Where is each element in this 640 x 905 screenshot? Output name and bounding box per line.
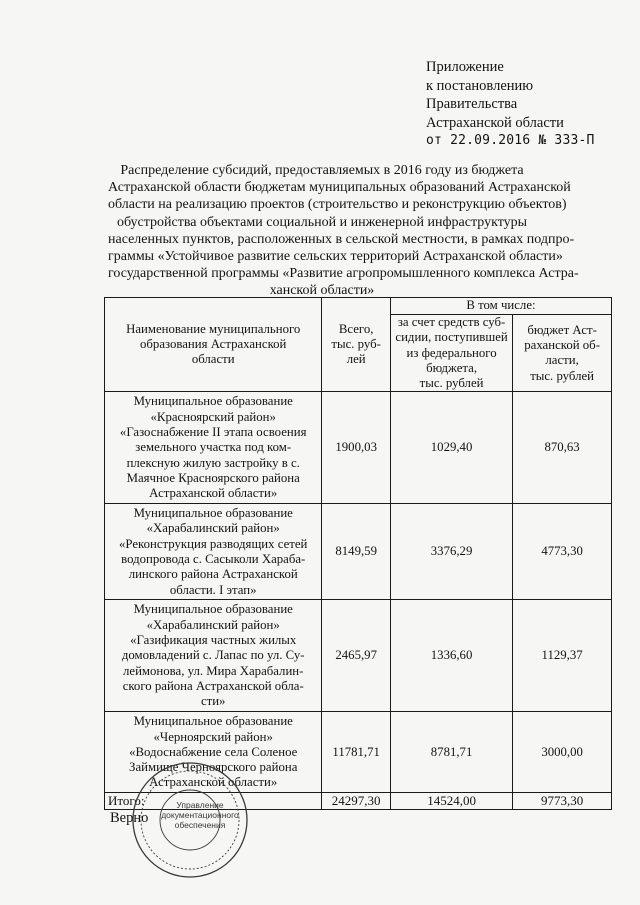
row-regional: 870,63 (513, 392, 612, 504)
appendix-line: Правительства (426, 96, 518, 112)
header-text: области (191, 352, 235, 367)
header-text: лей (346, 352, 366, 367)
stamp-line: обеспечения (174, 820, 226, 830)
row-name-line: Муниципальное образование (133, 394, 293, 409)
row-name-line: Маячное Красноярского района (126, 470, 300, 485)
table-row (105, 600, 612, 712)
title-line: области на реализацию проектов (строительство и реконструкцию объектов) (108, 197, 567, 213)
subsidy-table (104, 297, 612, 810)
title-line: обустройства объектами социальной и инженерной инфраструктуры (116, 214, 528, 230)
header-text: за счет средств суб- (397, 315, 506, 329)
table-row (105, 504, 612, 600)
row-name-line: Муниципальное образование (133, 714, 293, 729)
row-federal: 1029,40 (390, 392, 512, 504)
title-line: государственной программы «Развитие агропромышленного комплекса Астра- (108, 266, 579, 282)
header-text: тыс. руб- (331, 337, 381, 352)
header-text: ласти, (545, 353, 579, 368)
document-title (108, 162, 579, 300)
total-label: Итого: (105, 793, 322, 809)
total-federal: 14524,00 (390, 793, 512, 809)
row-name-line: леймонова, ул. Мира Харабалин- (123, 663, 304, 678)
header-text: бюджет Аст- (527, 322, 597, 337)
row-name-line: домовладений с. Лапас по ул. Су- (121, 648, 305, 663)
row-name (105, 504, 322, 600)
row-name (105, 392, 322, 504)
header-text: тыс. рублей (530, 368, 595, 383)
appendix-block (426, 58, 595, 151)
row-name-line: Займище Черноярского района (129, 760, 298, 775)
row-name-line: плексную жилую застройку в с. (126, 455, 300, 470)
row-total: 11781,71 (322, 712, 391, 793)
title-line: Распределение субсидий, предоставляемых в 2016 году из бюджета (120, 163, 524, 178)
row-name-line: «Харабалинский район» (146, 521, 280, 536)
row-regional: 4773,30 (513, 504, 612, 600)
title-line: населенных пунктов, расположенных в сельской местности, в рамках подпро- (108, 231, 575, 247)
total-regional: 9773,30 (513, 793, 612, 809)
header-federal (390, 315, 512, 392)
row-federal: 1336,60 (390, 600, 512, 712)
row-name (105, 600, 322, 712)
header-including: В том числе: (390, 298, 611, 315)
appendix-line: Приложение (426, 59, 504, 75)
appendix-line: Астраханской области (426, 114, 564, 131)
title-line: Астраханской области бюджетам муниципальных образований Астраханской (108, 180, 571, 196)
row-name-line: «Газоснабжение II этапа освоения (119, 425, 307, 440)
title-line: ханской области» (269, 283, 375, 299)
row-name-line: Муниципальное образование (133, 506, 293, 521)
row-name-line: «Реконструкция разводящих сетей (119, 536, 308, 551)
row-regional: 1129,37 (513, 600, 612, 712)
row-regional: 3000,00 (513, 712, 612, 793)
row-total: 2465,97 (322, 600, 391, 712)
row-name-line: сти» (200, 694, 226, 709)
row-total: 8149,59 (322, 504, 391, 600)
row-name-line: «Харабалинский район» (146, 617, 280, 632)
row-name-line: «Водоснабжение села Соленое (129, 744, 298, 759)
row-name-line: области. I этап» (169, 582, 257, 597)
row-name-line: земельного участка под ком- (135, 440, 292, 455)
row-total: 1900,03 (322, 392, 391, 504)
header-text: образования Астраханской (140, 337, 287, 352)
header-text: тыс. рублей (419, 376, 484, 391)
appendix-reference: от 22.09.2016 № 333-П (426, 133, 595, 148)
stamp-line: документационного (161, 810, 239, 820)
header-text: сидии, поступившей (395, 330, 508, 345)
row-name-line: водопровода с. Сасыколи Хараба- (121, 551, 306, 566)
title-line: граммы «Устойчивое развитие сельских территорий Астраханской области» (108, 249, 563, 265)
row-name-line: Астраханской области» (149, 775, 278, 790)
row-name-line: Муниципальное образование (133, 602, 293, 617)
row-name-line: линского района Астраханской (128, 567, 298, 582)
total-sum: 24297,30 (322, 793, 391, 809)
table-row (105, 392, 612, 504)
row-name-line: «Газификация частных жилых (130, 633, 297, 648)
certification-label: Верно (110, 810, 149, 826)
row-federal: 3376,29 (390, 504, 512, 600)
row-name-line: Астраханской области» (149, 486, 278, 501)
appendix-line: к постановлению (426, 77, 534, 94)
header-text: Всего, (338, 321, 374, 336)
header-name (105, 298, 322, 392)
row-name-line: ского района Астраханской обла- (122, 678, 304, 693)
header-total (322, 298, 391, 392)
stamp-text (160, 800, 240, 830)
header-regional (513, 315, 612, 392)
header-text: из федерального (406, 345, 497, 360)
header-text: Наименование муниципального (126, 321, 301, 336)
row-federal: 8781,71 (390, 712, 512, 793)
header-text: раханской об- (524, 337, 600, 352)
header-text: бюджета, (426, 360, 478, 375)
stamp-line: Управление (176, 800, 224, 810)
row-name-line: «Черноярский район» (153, 729, 273, 744)
row-name-line: «Красноярский район» (150, 409, 276, 424)
